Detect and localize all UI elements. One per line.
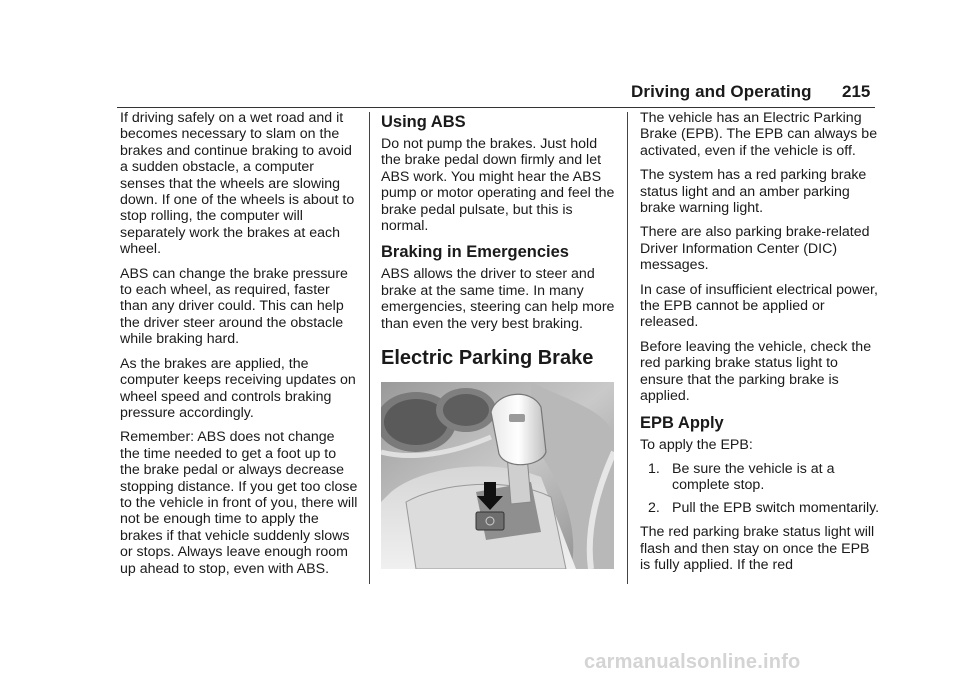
steps-list [640, 461, 880, 516]
paragraph: If driving safely on a wet road and it becomes necessary to slam on the brakes and continue braking to avoid a sudden obstacle, a computer senses that the wheels are slowing down. If one of the wheels is about to stop rolling, the computer will separately work the brakes at each wheel. [120, 110, 355, 258]
heading-using-abs: Using ABS [381, 113, 466, 131]
heading-electric-parking-brake: Electric Parking Brake [381, 347, 594, 370]
paragraph: The system has a red parking brake status light and an amber parking brake warning light. [640, 167, 867, 217]
column-divider [369, 112, 370, 584]
list-item [640, 500, 880, 516]
section-title: Driving and Operating [631, 82, 812, 101]
paragraph: Do not pump the brakes. Just hold the brake pedal down firmly and let ABS work. You might hear the ABS pump or motor operating and feel the brake pedal pulsate, but this is normal. [381, 136, 615, 235]
paragraph: ABS can change the brake pressure to each wheel, as required, faster than any driver could. This can help the driver steer around the obstacle while braking hard. [120, 265, 348, 348]
step-text: Be sure the vehicle is at a complete stop. [672, 460, 835, 494]
paragraph: ABS allows the driver to steer and brake at the same time. In many emergencies, steering can help more than even the very best braking. [381, 266, 615, 332]
column-left [120, 110, 358, 585]
step-text: Pull the EPB switch momentarily. [672, 499, 880, 516]
paragraph: There are also parking brake-related Driver Information Center (DIC) messages. [640, 224, 870, 274]
paragraph: To apply the EPB: [640, 436, 753, 453]
step-number: 1. [648, 460, 660, 477]
page-number: 215 [842, 82, 871, 101]
column-divider [627, 112, 628, 584]
paragraph: Remember: ABS does not change the time needed to get a foot up to the brake pedal or always decrease stopping distance. If you get too close to the vehicle in front of you, there will not be enough time to apply the brakes if that vehicle suddenly slows or stops. Always leave enough room up ahead to stop, even with ABS. [120, 429, 358, 577]
header-rule [117, 107, 875, 108]
paragraph: As the brakes are applied, the computer keeps receiving updates on wheel speed and controls braking pressure accordingly. [120, 355, 356, 421]
paragraph: The vehicle has an Electric Parking Brake (EPB). The EPB can always be activated, even if the vehicle is off. [640, 110, 878, 159]
heading-braking-in-emergencies: Braking in Emergencies [381, 243, 569, 262]
heading-epb-apply: EPB Apply [640, 413, 724, 432]
epb-switch-illustration [381, 382, 614, 569]
watermark-text: carmanualsonline.info [584, 651, 801, 673]
paragraph: Before leaving the vehicle, check the red parking brake status light to ensure that the parking brake is applied. [640, 338, 872, 405]
step-number: 2. [648, 499, 660, 516]
paragraph: In case of insufficient electrical power, the EPB cannot be applied or released. [640, 281, 878, 331]
column-middle [381, 110, 617, 569]
paragraph: The red parking brake status light will flash and then stay on once the EPB is fully applied. If the red [640, 524, 875, 573]
column-right [640, 110, 880, 581]
list-item [640, 461, 880, 494]
